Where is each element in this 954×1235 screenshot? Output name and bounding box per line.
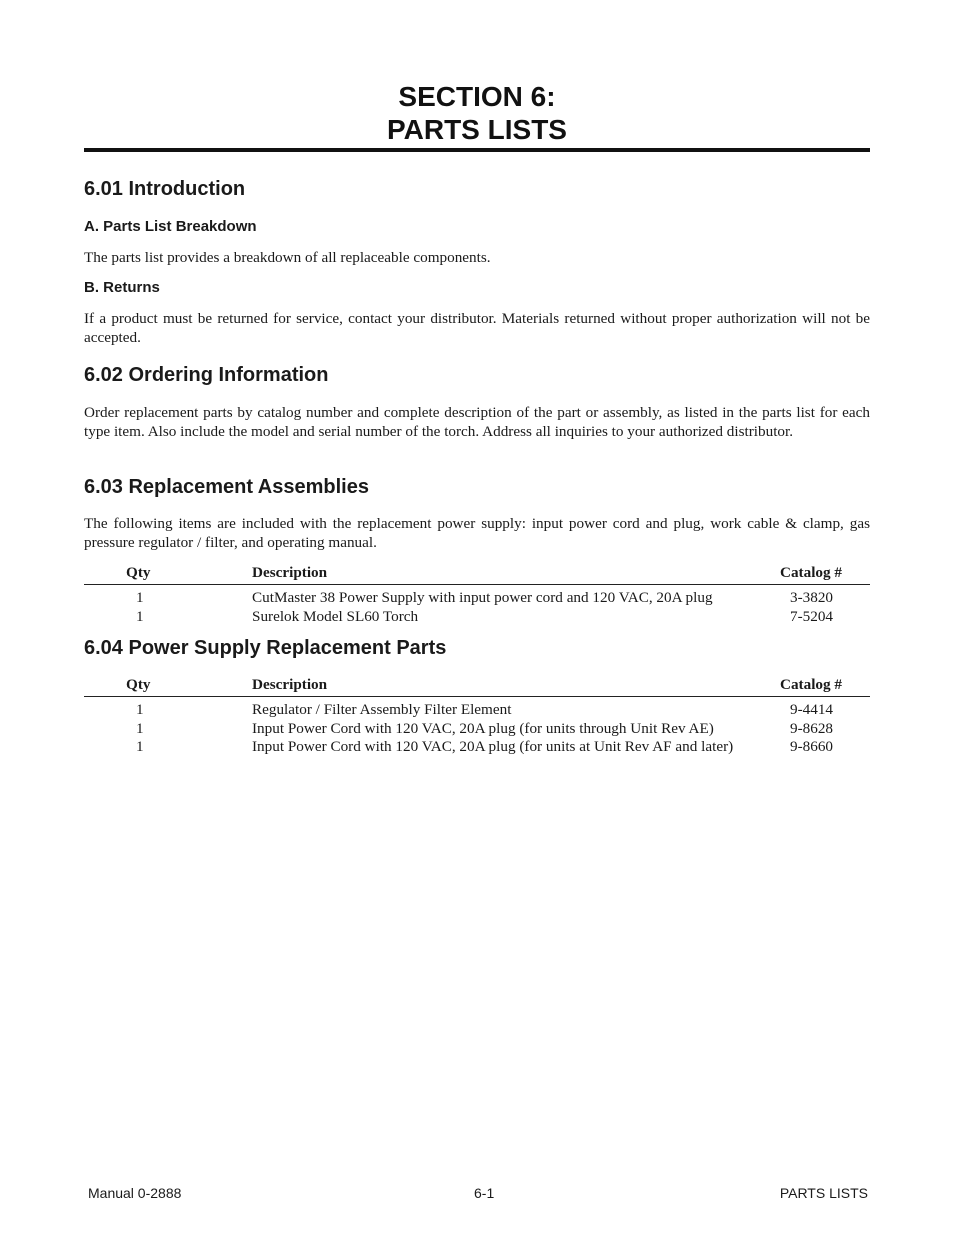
- cell-description: Input Power Cord with 120 VAC, 20A plug (for units through Unit Rev AE): [252, 719, 714, 737]
- column-header-qty: Qty: [126, 676, 151, 693]
- cell-qty: 1: [136, 719, 144, 737]
- footer-section-name: PARTS LISTS: [779, 1185, 868, 1201]
- column-header-description: Description: [252, 564, 328, 581]
- paragraph-parts-list-breakdown: The parts list provides a breakdown of all replaceable components.: [84, 249, 491, 266]
- cell-description: Regulator / Filter Assembly Filter Element: [252, 701, 512, 718]
- table-row: [84, 608, 870, 627]
- heading-ordering-information: 6.02 Ordering Information: [84, 364, 329, 386]
- cell-catalog: 3-3820: [790, 589, 834, 606]
- paragraph-returns: If a product must be returned for service, contact your distributor. Materials returned without proper authorization will not be accepted.: [84, 310, 870, 346]
- table-body: [84, 585, 870, 626]
- table-row: [84, 720, 870, 739]
- title-line-1: SECTION 6:: [398, 81, 556, 112]
- title-line-2: PARTS LISTS: [387, 114, 567, 145]
- cell-catalog: 9-4414: [790, 701, 834, 718]
- column-header-catalog: Catalog #: [780, 564, 843, 581]
- paragraph-ordering-information: Order replacement parts by catalog number and complete description of the part or assembly, as listed in the parts list for each type item. Also include the model and serial number of the torch. Address all inquiries to your authorized distributor.: [84, 404, 870, 440]
- cell-description: Input Power Cord with 120 VAC, 20A plug (for units at Unit Rev AF and later): [252, 738, 734, 755]
- paragraph-replacement-assemblies: The following items are included with the replacement power supply: input power cord and plug, work cable & clamp, gas pressure regulator / filter, and operating manual.: [84, 515, 870, 551]
- heading-power-supply-replacement-parts: 6.04 Power Supply Replacement Parts: [84, 637, 447, 659]
- table-row: [84, 589, 870, 608]
- power-supply-parts-table: [84, 676, 870, 757]
- column-header-description: Description: [252, 676, 328, 693]
- table-row: [84, 701, 870, 720]
- cell-qty: 1: [136, 607, 144, 625]
- table-body: [84, 697, 870, 757]
- table-header: [84, 676, 870, 697]
- heading-replacement-assemblies: 6.03 Replacement Assemblies: [84, 476, 369, 498]
- title-divider: [84, 148, 870, 152]
- footer-manual-number: Manual 0-2888: [88, 1185, 182, 1201]
- cell-qty: 1: [136, 738, 144, 755]
- heading-introduction: 6.01 Introduction: [84, 178, 246, 200]
- table-header: [84, 564, 870, 585]
- cell-catalog: 9-8660: [790, 738, 834, 755]
- cell-catalog: 9-8628: [790, 719, 834, 737]
- replacement-assemblies-table: [84, 564, 870, 626]
- cell-qty: 1: [136, 589, 144, 606]
- cell-catalog: 7-5204: [790, 607, 834, 625]
- footer-page-number: 6-1: [474, 1185, 495, 1201]
- cell-description: Surelok Model SL60 Torch: [252, 607, 419, 625]
- cell-description: CutMaster 38 Power Supply with input power cord and 120 VAC, 20A plug: [252, 589, 713, 606]
- page-title: [84, 80, 870, 146]
- table-row: [84, 738, 870, 757]
- column-header-qty: Qty: [126, 564, 151, 581]
- subheading-parts-list-breakdown: A. Parts List Breakdown: [84, 218, 257, 235]
- cell-qty: 1: [136, 701, 144, 718]
- subheading-returns: B. Returns: [84, 279, 160, 296]
- column-header-catalog: Catalog #: [780, 676, 843, 693]
